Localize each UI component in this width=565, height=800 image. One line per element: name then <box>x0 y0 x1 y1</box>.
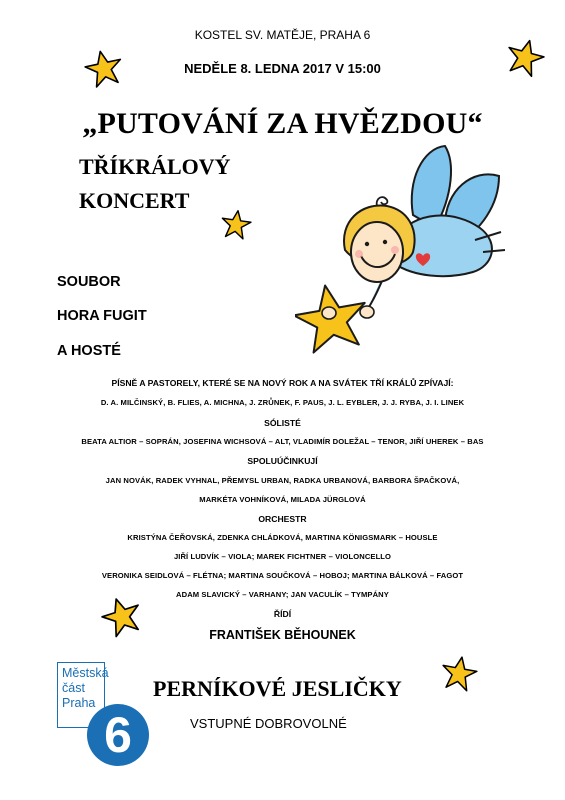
angel-eye-right <box>383 240 387 244</box>
subtitle <box>79 155 231 213</box>
conductor-heading: ŘÍDÍ <box>273 609 292 619</box>
soloists-heading: SÓLISTÉ <box>264 418 301 428</box>
orchestra-line-2: JIŘÍ LUDVÍK – VIOLA; MAREK FICHTNER – VIOLONCELLO <box>173 552 392 561</box>
venue: KOSTEL SV. MATĚJE, PRAHA 6 <box>194 28 371 42</box>
participants-line-1: JAN NOVÁK, RADEK VYHNAL, PŘEMYSL URBAN, RADKA URBANOVÁ, BARBORA ŠPAČKOVÁ, <box>105 476 460 485</box>
composers: D. A. MILČINSKÝ, B. FLIES, A. MICHNA, J. ZRŮNEK, F. PAUS, J. L. EYBLER, J. J. RYBA, J. I. LINEK <box>100 398 465 407</box>
angel-hand-right <box>360 306 374 318</box>
logo-number: 6 <box>87 704 149 766</box>
admission: VSTUPNÉ DOBROVOLNÉ <box>190 716 347 731</box>
orchestra-heading: ORCHESTR <box>258 514 307 524</box>
date-time: NEDĚLE 8. LEDNA 2017 V 15:00 <box>184 61 381 76</box>
angel-hand-left <box>322 307 336 319</box>
songs-heading: PÍSNĚ A PASTORELY, KTERÉ SE NA NOVÝ ROK A NA SVÁTEK TŘÍ KRÁLŮ ZPÍVAJÍ: <box>111 378 454 388</box>
logo-text <box>62 666 109 711</box>
logo-line-1: Městská <box>62 666 109 680</box>
logo-line-3: Praha <box>62 696 96 710</box>
prague6-logo <box>57 662 147 772</box>
star-icon <box>220 209 252 241</box>
title: „PUTOVÁNÍ ZA HVĚZDOU“ <box>82 107 483 140</box>
orchestra-line-4: ADAM SLAVICKÝ – VARHANY; JAN VACULÍK – TYMPÁNY <box>176 590 389 599</box>
participants-heading: SPOLUÚČINKUJÍ <box>247 456 318 466</box>
logo-line-2: část <box>62 681 85 695</box>
star-icon <box>84 49 124 89</box>
ensemble-line-1: SOUBOR <box>57 274 121 290</box>
subtitle-line-2: KONCERT <box>79 188 190 213</box>
angel-cheek-left <box>355 250 363 258</box>
angel-cheek-right <box>391 246 399 254</box>
orchestra-line-1: KRISTÝNA ČEŘOVSKÁ, ZDENKA CHLÁDKOVÁ, MARTINA KÖNIGSMARK – HOUSLE <box>127 533 438 542</box>
star-icon <box>101 596 143 638</box>
subtitle-line-1: TŘÍKRÁLOVÝ <box>79 154 231 179</box>
conductor: FRANTIŠEK BĚHOUNEK <box>209 628 356 642</box>
ensemble-line-2: HORA FUGIT <box>57 308 147 324</box>
star-icon <box>505 38 545 78</box>
event-name: PERNÍKOVÉ JESLIČKY <box>153 676 402 701</box>
angel-illustration <box>295 140 510 375</box>
angel-eye-left <box>365 242 369 246</box>
participants-line-2: MARKÉTA VOHNÍKOVÁ, MILADA JÜRGLOVÁ <box>199 495 366 504</box>
ensemble-line-3: A HOSTÉ <box>57 343 121 359</box>
orchestra-line-3: VERONIKA SEIDLOVÁ – FLÉTNA; MARTINA SOUČKOVÁ – HOBOJ; MARTINA BÁLKOVÁ – FAGOT <box>101 571 464 580</box>
soloists: BEATA ALTIOR – SOPRÁN, JOSEFINA WICHSOVÁ – ALT, VLADIMÍR DOLEŽAL – TENOR, JIŘÍ UHEREK – BAS <box>81 437 484 446</box>
star-icon <box>440 655 478 693</box>
